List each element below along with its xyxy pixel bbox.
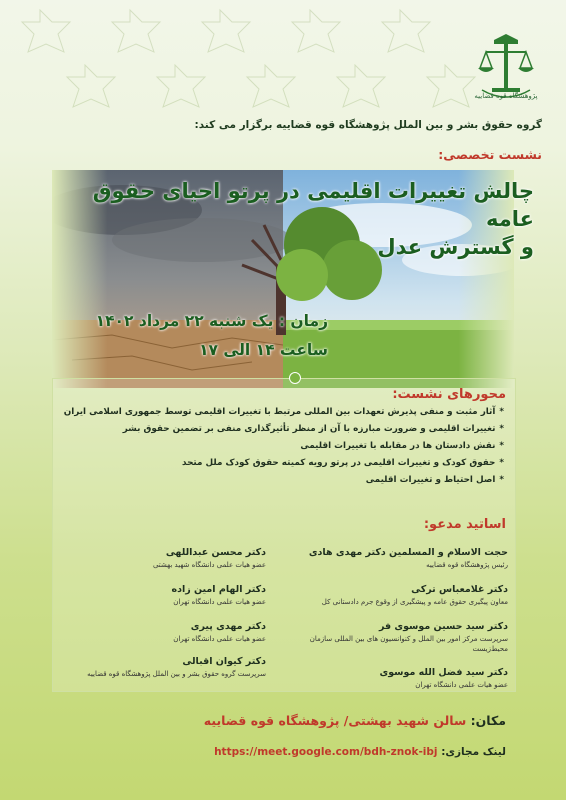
professor-name: حجت الاسلام و المسلمین دکتر مهدی هادی <box>308 547 508 558</box>
venue-label: مکان: <box>470 713 506 728</box>
professor-card <box>56 655 266 679</box>
professors-heading: اساتید مدعو: <box>423 517 506 532</box>
bullet-icon: * <box>499 424 504 434</box>
session-hours: ساعت ۱۴ الی ۱۷ <box>199 341 328 359</box>
professor-role: سرپرست مرکز امور بین الملل و کنوانسیون های بین المللی سازمان محیط‌زیست <box>309 635 508 653</box>
topic-item: *حقوق کودک و تغییرات اقلیمی در پرتو رویه کمیته حقوق کودک ملل متحد <box>182 458 504 468</box>
professor-role: عضو هیات علمی دانشگاه تهران <box>173 635 266 643</box>
title-line-1: چالش تغییرات اقلیمی در پرتو احیای حقوق عامه <box>92 179 534 231</box>
professor-name: دکتر محسن عبداللهی <box>165 547 266 558</box>
professor-name: دکتر کیوان اقبالی <box>182 656 266 667</box>
topic-item: *اصل احتیاط و تغییرات اقلیمی <box>365 475 504 485</box>
professor-name: دکتر مهدی پیری <box>190 621 266 632</box>
online-link-line <box>36 746 506 758</box>
professor-card <box>56 546 266 570</box>
topic-item: *تغییرات اقلیمی و ضرورت مبارزه با آن از منظر تأثیرگذاری منفی بر تضمین حقوق بشر <box>122 424 504 434</box>
professor-card <box>298 583 508 607</box>
organizer-line: گروه حقوق بشر و بین الملل پژوهشگاه قوه قضاییه برگزار می کند: <box>194 119 542 131</box>
topic-item: *آثار مثبت و منفی پذیرش تعهدات بین المللی مرتبط با تغییرات اقلیمی توسط جمهوری اسلامی ایران <box>63 407 504 417</box>
professor-name: دکتر غلامعباس ترکی <box>411 584 508 595</box>
professor-card <box>56 620 266 644</box>
topics-list <box>64 404 504 489</box>
title-line-2: و گسترش عدل <box>377 235 534 259</box>
professor-card <box>298 620 508 654</box>
session-type-label: نشست تخصصی: <box>438 147 542 162</box>
professor-role: رئیس پژوهشگاه قوه قضاییه <box>426 561 508 569</box>
session-title <box>64 177 534 261</box>
professor-name: دکتر سید حسین موسوی فر <box>378 621 508 632</box>
online-link-label: لینک مجازی: <box>441 746 506 758</box>
professor-name: دکتر سید فضل الله موسوی <box>379 667 508 678</box>
topics-heading: محورهای نشست: <box>392 387 506 402</box>
online-meeting-link[interactable]: https://meet.google.com/bdh-znok-ibj <box>214 746 438 758</box>
topic-item: *نقش دادستان ها در مقابله با تغییرات اقلیمی <box>300 441 504 451</box>
professor-role: معاون پیگیری حقوق عامه و پیشگیری از وقوع جرم دادستانی کل <box>321 598 508 606</box>
professor-role: عضو هیات علمی دانشگاه تهران <box>173 598 266 606</box>
professor-role: عضو هیات علمی دانشگاه شهید بهشتی <box>152 561 266 569</box>
professor-role: سرپرست گروه حقوق بشر و بین الملل پژوهشگاه قوه قضاییه <box>87 670 266 678</box>
session-date: زمان : یک شنبه ۲۲ مرداد ۱۴۰۲ <box>95 312 328 330</box>
professor-card <box>56 583 266 607</box>
logo-caption: پژوهشگاه قوه قضاییه <box>474 92 538 100</box>
professor-role: عضو هیات علمی دانشگاه تهران <box>415 681 508 689</box>
bullet-icon: * <box>499 441 504 451</box>
venue-value: سالن شهید بهشتی/ پژوهشگاه قوه قضاییه <box>203 713 467 728</box>
professor-name: دکتر الهام امین زاده <box>171 584 266 595</box>
bullet-icon: * <box>499 475 504 485</box>
professor-card <box>298 546 508 570</box>
panel-connector-dot <box>289 372 301 384</box>
professor-card <box>298 666 508 690</box>
bullet-icon: * <box>499 458 504 468</box>
bullet-icon: * <box>499 407 504 417</box>
venue-line <box>86 713 506 728</box>
